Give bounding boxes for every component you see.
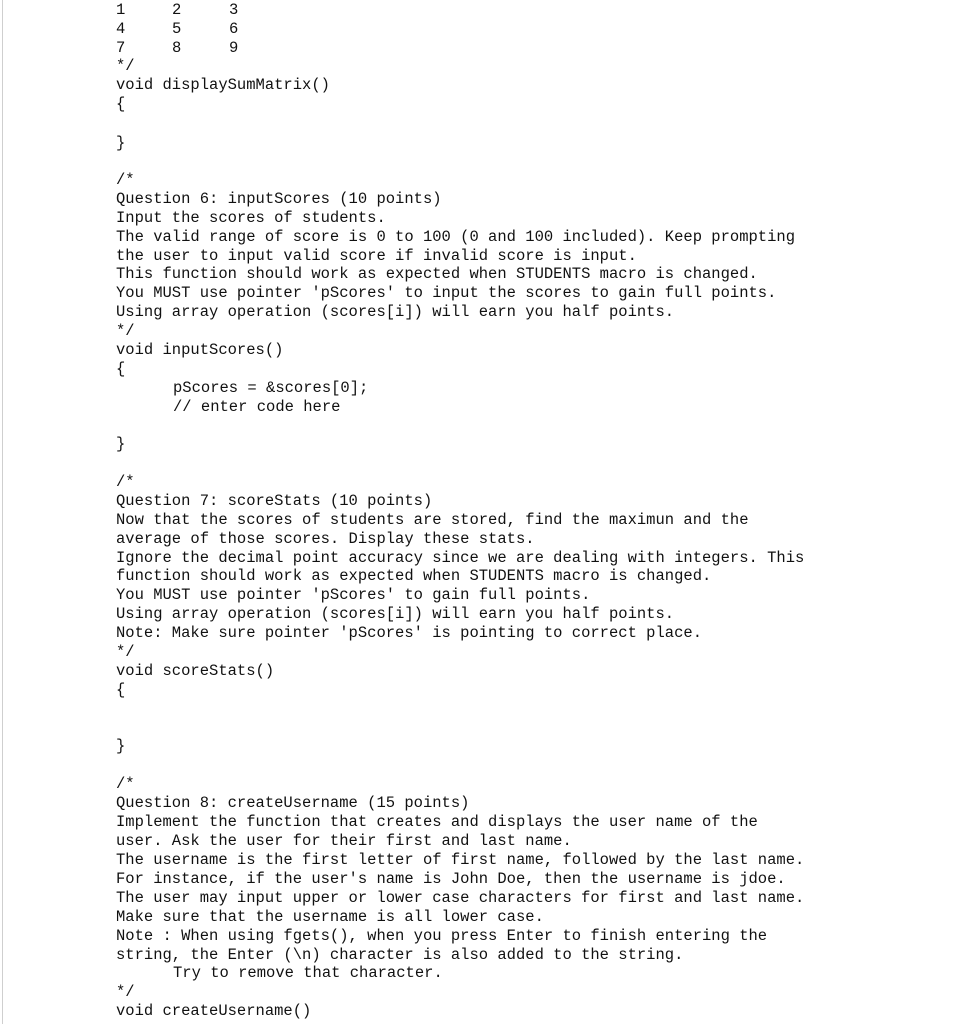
close-brace: } — [116, 737, 126, 755]
matrix-cell: 2 — [172, 1, 182, 19]
open-brace: { — [116, 360, 126, 378]
question-text-line: This function should work as expected when STUDENTS macro is changed. — [116, 265, 758, 283]
question-text-line: The username is the first letter of first name, followed by the last name. — [116, 851, 805, 869]
code-statement: pScores = &scores[0]; — [173, 379, 369, 397]
matrix-cell: 9 — [229, 39, 239, 57]
question-text-line: the user to input valid score if invalid score is input. — [116, 247, 637, 265]
matrix-row-1 — [116, 1, 256, 20]
matrix-row-2 — [116, 20, 256, 39]
code-comment: // enter code here — [173, 398, 341, 416]
question-text-line: You MUST use pointer 'pScores' to input the scores to gain full points. — [116, 284, 777, 302]
question-text-line: Implement the function that creates and displays the user name of the — [116, 813, 758, 831]
question-text-line: The valid range of score is 0 to 100 (0 and 100 included). Keep prompting — [116, 228, 796, 246]
comment-close: */ — [116, 983, 135, 1001]
function-signature-inputScores: void inputScores() — [116, 341, 284, 359]
question-text-line: For instance, if the user's name is John Doe, then the username is jdoe. — [116, 870, 786, 888]
question-text-line: Using array operation (scores[i]) will earn you half points. — [116, 605, 675, 623]
question-text-line: Ignore the decimal point accuracy since we are dealing with integers. This — [116, 549, 805, 567]
matrix-cell: 6 — [229, 20, 239, 38]
comment-close: */ — [116, 643, 135, 661]
question-8-title: Question 8: createUsername (15 points) — [116, 794, 470, 812]
open-brace: { — [116, 95, 126, 113]
function-signature-scoreStats: void scoreStats() — [116, 662, 275, 680]
question-text-line: Try to remove that character. — [173, 964, 443, 982]
question-text-line: Using array operation (scores[i]) will earn you half points. — [116, 303, 675, 321]
matrix-cell: 1 — [116, 1, 126, 19]
question-text-line: average of those scores. Display these stats. — [116, 530, 535, 548]
function-signature-createUsername: void createUsername() — [116, 1002, 312, 1020]
matrix-cell: 7 — [116, 39, 126, 57]
question-7-title: Question 7: scoreStats (10 points) — [116, 492, 433, 510]
comment-open: /* — [116, 171, 135, 189]
comment-open: /* — [116, 775, 135, 793]
question-text-line: The user may input upper or lower case characters for first and last name. — [116, 889, 805, 907]
matrix-row-3 — [116, 39, 256, 58]
question-text-line: Note: Make sure pointer 'pScores' is pointing to correct place. — [116, 624, 702, 642]
matrix-cell: 3 — [229, 1, 239, 19]
question-text-line: Input the scores of students. — [116, 209, 386, 227]
question-text-line: Now that the scores of students are stored, find the maximun and the — [116, 511, 749, 529]
question-text-line: user. Ask the user for their first and last name. — [116, 832, 572, 850]
open-brace: { — [116, 681, 126, 699]
matrix-cell: 5 — [172, 20, 182, 38]
function-signature-displaySumMatrix: void displaySumMatrix() — [116, 76, 330, 94]
question-text-line: function should work as expected when STUDENTS macro is changed. — [116, 567, 712, 585]
comment-open: /* — [116, 473, 135, 491]
question-text-line: string, the Enter (\n) character is also added to the string. — [116, 946, 684, 964]
matrix-cell: 8 — [172, 39, 182, 57]
matrix-cell: 4 — [116, 20, 126, 38]
question-6-title: Question 6: inputScores (10 points) — [116, 190, 442, 208]
close-brace: } — [116, 435, 126, 453]
question-text-line: You MUST use pointer 'pScores' to gain full points. — [116, 586, 591, 604]
question-text-line: Note : When using fgets(), when you press Enter to finish entering the — [116, 927, 768, 945]
question-text-line: Make sure that the username is all lower case. — [116, 908, 544, 926]
close-brace: } — [116, 134, 126, 152]
comment-close: */ — [116, 322, 135, 340]
comment-close: */ — [116, 57, 135, 75]
